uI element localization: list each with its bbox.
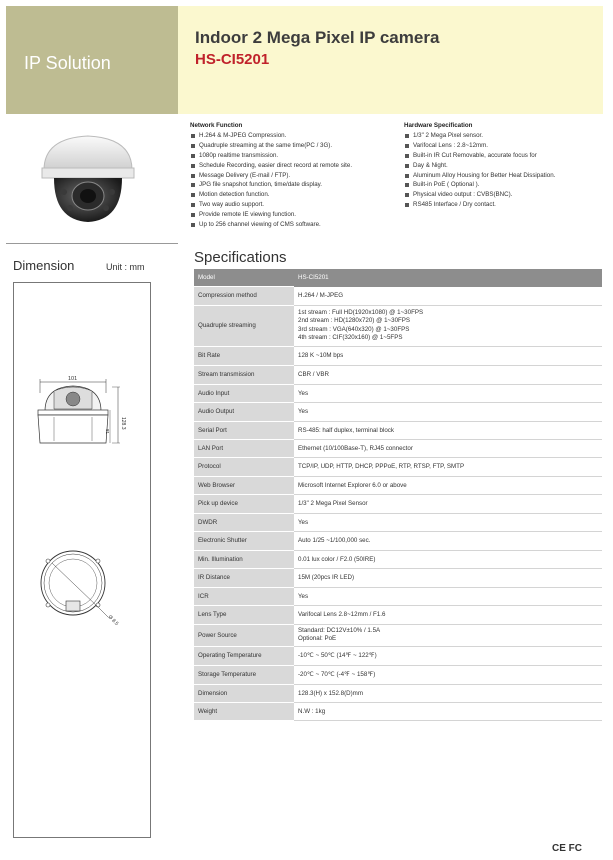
spec-key: Pick up device — [194, 494, 294, 513]
spec-value: Yes — [294, 402, 602, 421]
diameter-label: Ø 8.5 — [106, 614, 120, 628]
spec-key: ICR — [194, 587, 294, 605]
title-panel — [178, 6, 603, 114]
spec-key: Bit Rate — [194, 346, 294, 365]
network-features-title: Network Function — [190, 122, 243, 129]
spec-value: H.264 / M-JPEG — [294, 286, 602, 305]
spec-key: Lens Type — [194, 605, 294, 624]
dimension-title: Dimension — [13, 258, 75, 273]
network-feature-item: Schedule Recording, easier direct record at remote site. — [190, 161, 352, 171]
table-row — [194, 494, 602, 513]
spec-value: 128.3(H) x 152.8(D)mm — [294, 684, 602, 702]
spec-value: Ethernet (10/100Base-T), RJ45 connector — [294, 439, 602, 457]
spec-value: TCP/IP, UDP, HTTP, DHCP, PPPoE, RTP, RTSP, FTP, SMTP — [294, 457, 602, 476]
spec-key: Web Browser — [194, 476, 294, 494]
spec-key: Compression method — [194, 286, 294, 305]
spec-key: Audio Input — [194, 384, 294, 402]
spec-value: Auto 1/25 ~1/100,000 sec. — [294, 531, 602, 550]
table-row — [194, 624, 602, 646]
spec-value: Varifocal Lens 2.8~12mm / F1.6 — [294, 605, 602, 624]
network-feature-item: JPG file snapshot function, time/date display. — [190, 180, 352, 190]
table-row — [194, 513, 602, 531]
spec-value: HS-CI5201 — [294, 269, 602, 286]
brand-label: IP Solution — [24, 53, 111, 73]
spec-value: RS-485: half duplex, terminal block — [294, 421, 602, 439]
table-row — [194, 587, 602, 605]
spec-key: LAN Port — [194, 439, 294, 457]
network-feature-item: Message Delivery (E-mail / FTP). — [190, 171, 352, 181]
specifications-table — [194, 269, 602, 721]
spec-value-line: 1st stream : Full HD(1920x1080) @ 1~30FPS — [298, 308, 424, 316]
table-row — [194, 702, 602, 720]
hardware-features-title: Hardware Specification — [404, 122, 473, 129]
spec-key: Power Source — [194, 624, 294, 646]
hardware-feature-item: Aluminum Alloy Housing for Better Heat Dissipation. — [404, 171, 555, 181]
hardware-feature-item: Day & Night. — [404, 161, 555, 171]
spec-key: Serial Port — [194, 421, 294, 439]
camera-photo — [36, 130, 140, 226]
network-features — [190, 121, 352, 230]
spec-key: Stream transmission — [194, 365, 294, 384]
table-row — [194, 365, 602, 384]
spec-value: Yes — [294, 384, 602, 402]
network-feature-item: H.264 & M-JPEG Compression. — [190, 131, 352, 141]
spec-value: -20℃ ~ 70℃ (-4℉ ~ 158℉) — [294, 665, 602, 684]
spec-key: Electronic Shutter — [194, 531, 294, 550]
spec-value: 1/3" 2 Mega Pixel Sensor — [294, 494, 602, 513]
spec-key: DWDR — [194, 513, 294, 531]
table-row — [194, 439, 602, 457]
spec-value-line: 4th stream : CIF(320x160) @ 1~5FPS — [298, 333, 403, 341]
spec-value-line: 3rd stream : VGA(640x320) @ 1~30FPS — [298, 325, 410, 333]
spec-value: Yes — [294, 513, 602, 531]
inner-height-label: 81 — [105, 429, 110, 435]
dimension-drawing — [14, 283, 150, 837]
spec-value: Yes — [294, 587, 602, 605]
network-feature-item: Two way audio support. — [190, 200, 352, 210]
hardware-feature-item: RS485 Interface / Dry contact. — [404, 200, 555, 210]
spec-value: -10℃ ~ 50℃ (14℉ ~ 122℉) — [294, 646, 602, 665]
spec-value-line: Optional: PoE — [298, 635, 337, 642]
spec-value: 15M (20pcs IR LED) — [294, 568, 602, 587]
table-row — [194, 402, 602, 421]
section-divider — [6, 243, 178, 244]
spec-value: CBR / VBR — [294, 365, 602, 384]
spec-key: Model — [194, 269, 294, 286]
hardware-feature-item: Varifocal Lens : 2.8~12mm. — [404, 141, 555, 151]
table-row — [194, 269, 602, 286]
spec-value-line: 2nd stream : HD(1280x720) @ 1~30FPS — [298, 317, 411, 325]
hardware-feature-item: Built-in PoE ( Optional ). — [404, 180, 555, 190]
spec-value: N.W : 1kg — [294, 702, 602, 720]
spec-key: Weight — [194, 702, 294, 720]
spec-value: 0.01 lux color / F2.0 (50IRE) — [294, 550, 602, 568]
network-feature-item: Motion detection function. — [190, 190, 352, 200]
table-row — [194, 384, 602, 402]
table-row — [194, 568, 602, 587]
hardware-features — [404, 121, 555, 210]
table-row — [194, 457, 602, 476]
height-dim-label: 128.3 — [120, 417, 126, 430]
spec-key: Protocol — [194, 457, 294, 476]
hardware-feature-item: 1/3" 2 Mega Pixel sensor. — [404, 131, 555, 141]
spec-value: Microsoft Internet Explorer 6.0 or above — [294, 476, 602, 494]
network-feature-item: 1080p realtime transmission. — [190, 151, 352, 161]
brand-panel — [6, 6, 178, 114]
spec-key: Storage Temperature — [194, 665, 294, 684]
table-row — [194, 305, 602, 346]
table-row — [194, 421, 602, 439]
certification-marks: CE FC — [552, 843, 582, 854]
spec-value-multi — [294, 624, 602, 646]
spec-key: Dimension — [194, 684, 294, 702]
table-row — [194, 346, 602, 365]
table-row — [194, 605, 602, 624]
hardware-feature-item: Physical video output : CVBS(BNC). — [404, 190, 555, 200]
table-row — [194, 286, 602, 305]
product-model: HS-CI5201 — [195, 51, 270, 68]
width-dim-label: 101 — [68, 376, 78, 382]
spec-value-line: Standard: DC12V±10% / 1.5A — [298, 626, 381, 634]
spec-key: IR Distance — [194, 568, 294, 587]
spec-key: Operating Temperature — [194, 646, 294, 665]
table-row — [194, 476, 602, 494]
table-row — [194, 684, 602, 702]
product-title: Indoor 2 Mega Pixel IP camera — [195, 28, 440, 47]
table-row — [194, 665, 602, 684]
spec-key: Audio Output — [194, 402, 294, 421]
dimension-unit: Unit : mm — [106, 262, 145, 272]
table-row — [194, 531, 602, 550]
spec-value-multi — [294, 305, 602, 346]
spec-value: 128 K ~10M bps — [294, 346, 602, 365]
dimension-drawing-box — [13, 282, 151, 838]
specifications-title: Specifications — [194, 249, 287, 266]
spec-key: Min. Illumination — [194, 550, 294, 568]
table-row — [194, 550, 602, 568]
network-feature-item: Quadruple streaming at the same time(PC / 3G). — [190, 141, 352, 151]
network-feature-item: Up to 256 channel viewing of CMS software. — [190, 220, 352, 230]
spec-key: Quadruple streaming — [194, 305, 294, 346]
hardware-feature-item: Built-in IR Cut Removable, accurate focus for — [404, 151, 555, 161]
table-row — [194, 646, 602, 665]
network-feature-item: Provide remote IE viewing function. — [190, 210, 352, 220]
